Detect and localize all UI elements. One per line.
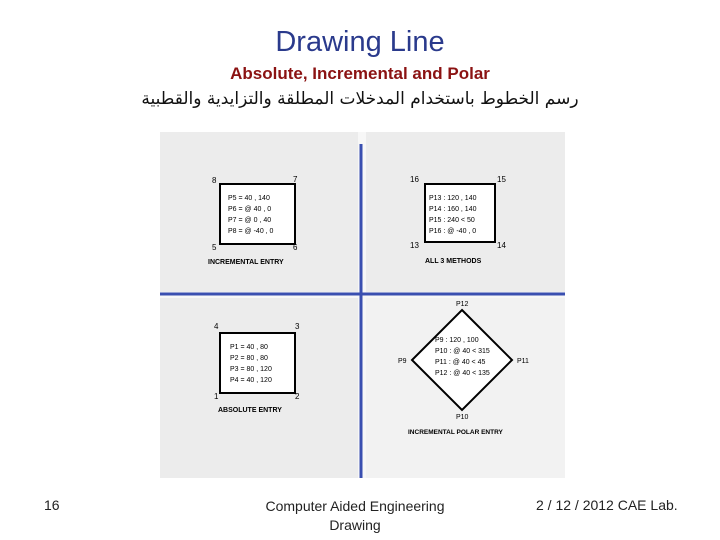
line-drawing-figure <box>160 132 565 478</box>
arabic-subtitle: رسم الخطوط باستخدام المدخلات المطلقة والتزايدية والقطبية <box>141 89 579 109</box>
footer-center <box>250 497 460 535</box>
footer-center-line1: Computer Aided Engineering <box>265 498 445 514</box>
entry-p16: P16 : @ -40 , 0 <box>429 228 477 235</box>
entry-p2: P2 = 80 , 80 <box>230 355 268 362</box>
corner-label-2: 2 <box>295 392 300 401</box>
entry-p9: P9 : 120 , 100 <box>435 337 479 344</box>
entry-p7: P7 = @ 0 , 40 <box>228 217 272 224</box>
page-subtitle: Absolute, Incremental and Polar <box>230 64 490 83</box>
entry-p1: P1 = 40 , 80 <box>230 344 268 351</box>
point-label-p12: P12 <box>456 301 469 308</box>
entry-p4: P4 = 40 , 120 <box>230 377 272 384</box>
entry-p13: P13 : 120 , 140 <box>429 195 477 202</box>
corner-label-6: 6 <box>293 243 298 252</box>
point-label-p9: P9 <box>398 358 407 365</box>
incremental-square <box>220 184 295 244</box>
corner-label-5: 5 <box>212 243 217 252</box>
entry-p15: P15 : 240 < 50 <box>429 217 475 224</box>
point-label-p10: P10 <box>456 414 469 421</box>
page-title: Drawing Line <box>275 26 445 58</box>
absolute-caption: ABSOLUTE ENTRY <box>218 407 282 414</box>
all-methods-caption: ALL 3 METHODS <box>425 258 482 265</box>
footer-center-line2: Drawing <box>329 517 381 533</box>
corner-label-16: 16 <box>410 175 419 184</box>
corner-label-7: 7 <box>293 175 298 184</box>
point-label-p11: P11 <box>517 358 529 365</box>
absolute-square <box>220 333 295 393</box>
corner-label-3: 3 <box>295 322 300 331</box>
entry-p5: P5 = 40 , 140 <box>228 195 270 202</box>
page-number: 16 <box>44 497 60 513</box>
entry-p6: P6 = @ 40 , 0 <box>228 206 272 213</box>
corner-label-1: 1 <box>214 392 219 401</box>
corner-label-15: 15 <box>497 175 506 184</box>
footer-right: 2 / 12 / 2012 CAE Lab. <box>536 497 678 513</box>
polar-caption: INCREMENTAL POLAR ENTRY <box>408 429 503 436</box>
entry-p3: P3 = 80 , 120 <box>230 366 272 373</box>
entry-p14: P14 : 160 , 140 <box>429 206 477 213</box>
entry-p11: P11 : @ 40 < 45 <box>435 359 486 366</box>
corner-label-13: 13 <box>410 241 419 250</box>
entry-p10: P10 : @ 40 < 315 <box>435 348 490 355</box>
entry-p8: P8 = @ -40 , 0 <box>228 228 274 235</box>
corner-label-4: 4 <box>214 322 219 331</box>
incremental-caption: INCREMENTAL ENTRY <box>208 259 284 266</box>
corner-label-14: 14 <box>497 241 506 250</box>
entry-p12: P12 : @ 40 < 135 <box>435 370 490 377</box>
corner-label-8: 8 <box>212 176 217 185</box>
